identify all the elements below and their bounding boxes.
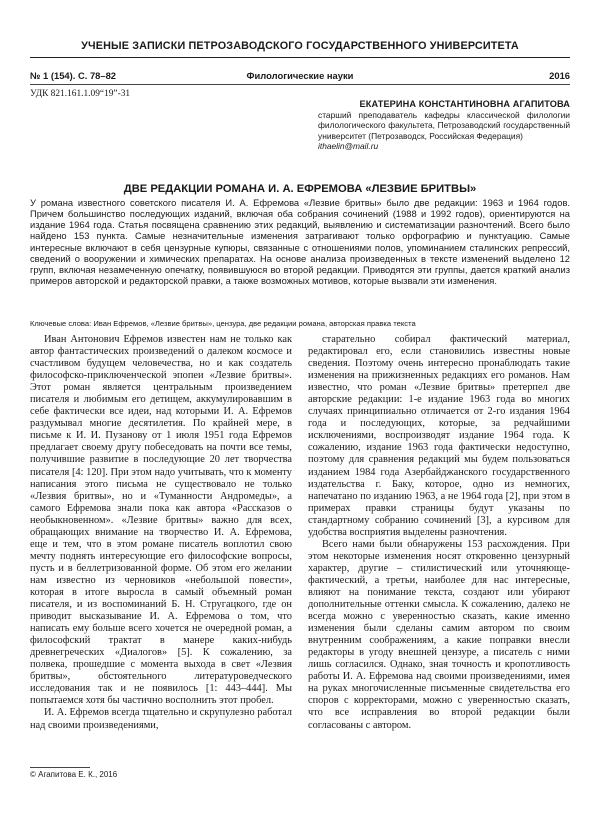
meta-divider (30, 84, 570, 85)
publication-year: 2016 (549, 70, 570, 81)
section-name: Филологические науки (246, 70, 354, 81)
udk-code: УДК 821.161.1.09“19”-31 (30, 89, 131, 99)
keywords: Ключевые слова: Иван Ефремов, «Лезвие бритвы», цензура, две редакции романа, авторская правка текста (30, 319, 416, 328)
body-column-left (30, 334, 292, 732)
header-divider (30, 57, 570, 58)
author-affiliation: старший преподаватель кафедры классической филологии филологического факультета, Петрозаводский государственный университет (Петрозаводск, Российская Федерация) (318, 110, 570, 141)
author-name: ЕКАТЕРИНА КОНСТАНТИНОВНА АГАПИТОВА (359, 99, 570, 109)
author-block (318, 99, 570, 152)
footnote-divider (30, 767, 90, 768)
body-paragraph: Всего нами были обнаружены 153 расхождения. При этом некоторые изменения носят откровенно цензурный характер, другие – стилистический или уточняюще-фактический, а третьи, наиболее для нас интересные, влияют на понимание текста, создают или убирают дополнительные оттенки смысла. К сожалению, далеко не всегда можно с уверенностью сказать, какие именно изменения были сделаны самим автором по своим внутренним соображениям, а какие поправки внесли редакторы в угоду внешней цензуре, а писатель с ними лишь согласился. Однако, зная точность и кропотливость работы И. А. Ефремова над своими произведениями, имея на руках многочисленные письменные свидетельства его споров с корректорами, можно с уверенностью сказать, что все исправления во второй редакции были согласованы с автором. (308, 538, 570, 731)
issue-number: № 1 (154). С. 78–82 (30, 70, 117, 81)
body-paragraph: старательно собирал фактический материал, редактировал его, если становились известны новые сведения. Поэтому очень интересно пронаблюдать такие изменения на прижизненных редакциях его романов. Нам известно, что роман «Лезвие бритвы» претерпел две авторские редакции: 1-е издание 1963 года во многих случаях принципиально отличается от 2-го издания 1964 года и последующих, которые, за редчайшими исключениями, воспроизводят издание 1964 года. К сожалению, издание 1963 года фактически недоступно, поэтому для сравнения редакций мы будем пользоваться изданием 1984 года Азербайджанского государственного издательства г. Баку, которое, одно из немногих, напечатано по изданию 1963, а не 1964 года [2], при этом в примерах правки страницы будут указаны по стандартному собранию сочинений [3], а курсивом для удобства восприятия выделены разночтения. (308, 334, 570, 538)
body-column-right (308, 334, 570, 732)
abstract: У романа известного советского писателя И. А. Ефремова «Лезвие бритвы» было две редакции: 1963 и 1964 годов. Причем большинство последующих изданий, включая оба собрания сочинений (1988 и 1992 годов), ориентируются на издание 1964 года. Статья посвящена сравнению этих редакций, выявлению и систематизации разночтений. Всего было найдено 153 пункта. Самые незначительные изменения затрагивают только орфографию и пунктуацию. Самые интересные включают в себя цензурные купюры, связанные с отношениями полов, упоминанием сталинских репрессий, сведений о вооружении и химических препаратах. На основе анализа произведенных в тексте изменений выделено 12 групп, включая незамеченную опечатку, появившуюся во второй редакции. Приводятся эти группы, дается краткий анализ примеров авторской и редакторской правки, а также возможных мотивов, которые вызвали эти изменения. (30, 198, 570, 287)
article-title: ДВЕ РЕДАКЦИИ РОМАНА И. А. ЕФРЕМОВА «ЛЕЗВИЕ БРИТВЫ» (123, 183, 477, 195)
body-paragraph: И. А. Ефремов всегда тщательно и скрупулезно работал над своими произведениями, (30, 707, 292, 731)
author-email[interactable]: ithaelin@mail.ru (318, 141, 379, 152)
body-paragraph: Иван Антонович Ефремов известен нам не только как автор фантастических произведений о далеком космосе и счастливом будущем человечества, но и как создатель философско-приключенческой эпопеи «Лезвие бритвы». Этот роман является центральным произведением писателя и любимым его детищем, аккумулировавшим в себе фактически все идеи, над которыми И. А. Ефремов раздумывал многие десятилетия. По крайней мере, в письме к И. И. Пузанову от 1 июля 1951 года Ефремов предлагает своему другу побеседовать на почти все темы, получившие развитие в последующие 20 лет творчества писателя [4: 120]. При этом надо учитывать, что к моменту написания этого письма не существовало не только «Лезвия бритвы», но и «Туманности Андромеды», а самого Ефремова знали пока как автора «Рассказов о необыкновенном». «Лезвие бритвы» важно для всех, обращающих внимание на творчество И. А. Ефремова, еще и тем, что в этом романе писатель воплотил свою мечту поднять интересующие его философские вопросы, пусть и в беллетризованной форме. Об этом его желании нам известно из черновиков «небольшой повести», которая в итоге выросла в самый объемный роман писателя, и из воспоминаний Б. Н. Стругацкого, где он приводит высказывание И. А. Ефремова о том, что написать ему больше всего хочется не очередной роман, а философский трактат в манере каких-нибудь древнегреческих «Диалогов» [5]. К сожалению, за полвека, прошедшие с момента выхода в свет «Лезвия бритвы», обстоятельного литературоведческого исследования так и не появилось [1: 443–444]. Мы попытаемся хотя бы частично восполнить этот пробел. (30, 334, 292, 707)
journal-title: УЧЕНЫЕ ЗАПИСКИ ПЕТРОЗАВОДСКОГО ГОСУДАРСТВЕННОГО УНИВЕРСИТЕТА (81, 40, 519, 52)
copyright: © Агапитова Е. К., 2016 (30, 770, 118, 779)
